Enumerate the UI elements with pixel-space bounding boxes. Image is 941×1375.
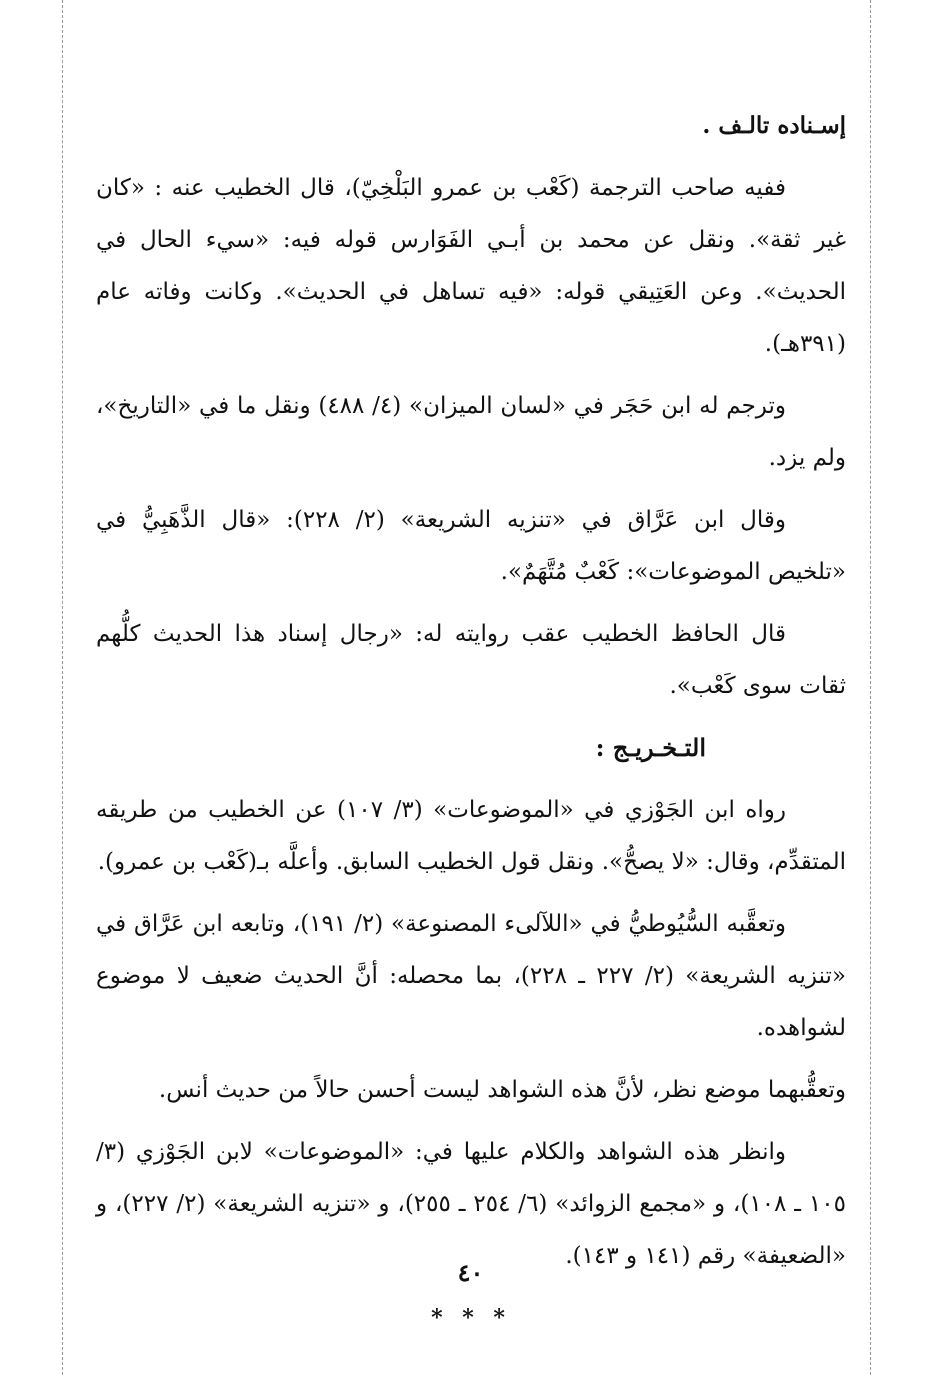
left-margin-guide <box>62 0 63 1375</box>
page-number: ٤٠ <box>457 1258 484 1287</box>
paragraph-biography: ففيه صاحب الترجمة (كَعْب بن عمرو البَلْخِيّ)، قال الخطيب عنه : «كان غير ثقة». ونقل عن محمد بن أبـي الفَوَارس قوله فيه: «سيء الحال في الحديث». وعن العَتِيقي قوله: «فيه تساهل في الحديث». وكانت وفاته عام (٣٩١هـ). <box>96 175 846 357</box>
paragraph-ibn-hajar: وترجم له ابن حَجَر في «لسان الميزان» (٤/ ٤٨٨) ونقل ما في «التاريخ»، ولم يزد. <box>96 393 846 471</box>
section-separator: * * * <box>431 1305 511 1331</box>
heading-isnad: إسـناده تالـف . <box>702 112 846 139</box>
body-text <box>96 100 846 1344</box>
paragraph-suyuti: وتعقَّبه السُّيُوطيُّ في «اللآلىء المصنوعة» (٢/ ١٩١)، وتابعه ابن عَرَّاق في «تنزيه الشريعة» (٢/ ٢٢٧ ـ ٢٢٨)، بما محصله: أنَّ الحديث ضعيف لا موضوع لشواهده. <box>96 911 846 1041</box>
paragraph-ibn-jawzi: رواه ابن الجَوْزي في «الموضوعات» (٣/ ١٠٧) عن الخطيب من طريقه المتقدِّم، وقال: «لا يصحُّ». ونقل قول الخطيب السابق. وأعلَّه بـ(كَعْب بن عمرو). <box>96 797 846 875</box>
paragraph-khatib: قال الحافظ الخطيب عقب روايته له: «رجال إسناد هذا الحديث كلُّهم ثقات سوى كَعْب». <box>96 621 846 699</box>
paragraph-critique: وتعقُّبهما موضع نظر، لأنَّ هذه الشواهد ليست أحسن حالاً من حديث أنس. <box>158 1077 846 1103</box>
paragraph-references: وانظر هذه الشواهد والكلام عليها في: «الموضوعات» لابن الجَوْزي (٣/ ١٠٥ ـ ١٠٨)، و «مجمع الزوائد» (٦/ ٢٥٤ ـ ٢٥٥)، و «تنزيه الشريعة» (٢/ ٢٢٧)، و «الضعيفة» رقم (١٤١ و ١٤٣). <box>96 1139 846 1269</box>
heading-takhrij: التـخـريـج : <box>595 733 706 762</box>
paragraph-ibn-arraq: وقال ابن عَرَّاق في «تنزيه الشريعة» (٢/ ٢٢٨): «قال الذَّهَبِيُّ في «تلخيص الموضوعات»: كَعْبٌ مُتَّهَمٌ». <box>96 507 846 585</box>
right-margin-guide <box>870 0 871 1375</box>
